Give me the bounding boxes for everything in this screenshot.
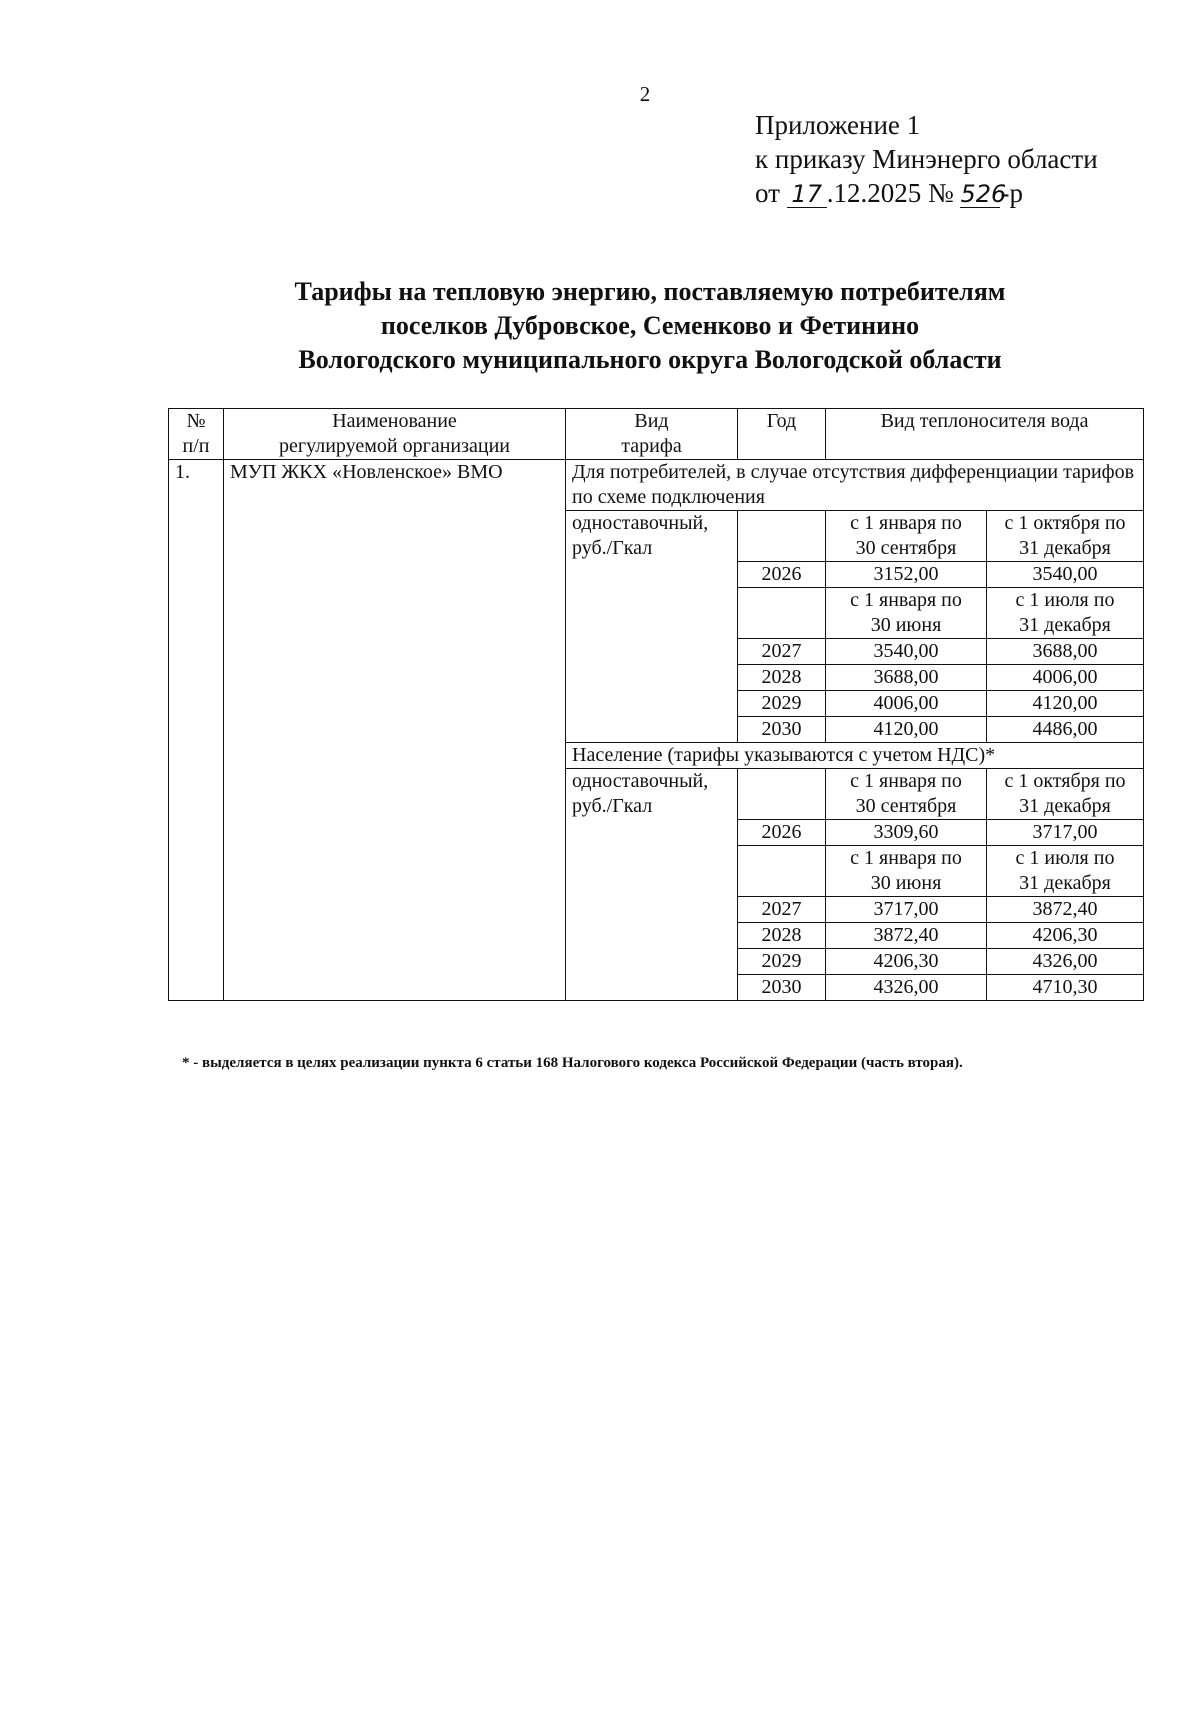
tariffs-table	[168, 408, 1144, 1001]
tariff-type-line: руб./Гкал	[572, 537, 653, 559]
period-first-half-line: с 1 января по	[850, 512, 962, 534]
handwritten-order-number: 526	[960, 180, 1007, 208]
organization-name: МУП ЖКХ «Новленское» ВМО	[224, 460, 566, 1001]
period-first-half-line: 30 июня	[870, 614, 942, 636]
period-first-half	[826, 769, 987, 820]
year-blank	[738, 846, 826, 897]
period-first-half	[826, 511, 987, 562]
year-cell: 2030	[738, 975, 826, 1001]
year-blank	[738, 588, 826, 639]
period-second-half-line: 31 декабря	[1019, 795, 1111, 817]
period-second-half	[987, 846, 1144, 897]
period-second-half-line: 31 декабря	[1019, 537, 1111, 559]
appendix-date-line	[755, 176, 1098, 210]
year-blank	[738, 511, 826, 562]
tariff-type-line: одноставочный,	[572, 512, 709, 534]
tariff-value-second: 4486,00	[987, 717, 1144, 743]
period-second-half	[987, 588, 1144, 639]
section-label: Население (тарифы указываются с учетом НДС)*	[566, 743, 1144, 769]
tariff-value-first: 3688,00	[826, 665, 987, 691]
tariff-value-second: 4326,00	[987, 949, 1144, 975]
tariff-value-second: 4120,00	[987, 691, 1144, 717]
appendix-block	[755, 108, 1098, 210]
date-prefix: от	[755, 178, 780, 208]
year-cell: 2030	[738, 717, 826, 743]
header-carrier: Вид теплоносителя вода	[826, 409, 1144, 460]
period-first-half-line: 30 сентября	[855, 795, 957, 817]
tariff-value-second: 3872,40	[987, 897, 1144, 923]
date-rest: .12.2025 №	[826, 178, 954, 208]
period-second-half-line: с 1 октября по	[1004, 512, 1126, 534]
period-first-half-line: с 1 января по	[850, 847, 962, 869]
tariff-value-second: 3688,00	[987, 639, 1144, 665]
year-cell: 2029	[738, 949, 826, 975]
tariffs-table-body	[169, 409, 1144, 1001]
tariff-value-second: 3717,00	[987, 820, 1144, 846]
tariff-type	[566, 511, 738, 743]
period-first-half-line: с 1 января по	[850, 589, 962, 611]
title-line-1: Тарифы на тепловую энергию, поставляемую потребителям	[294, 277, 1006, 306]
appendix-title: Приложение 1	[755, 110, 921, 140]
header-num: № п/п	[169, 409, 224, 460]
tariff-value-second: 4206,30	[987, 923, 1144, 949]
period-second-half	[987, 511, 1144, 562]
number-suffix: -р	[1000, 178, 1023, 208]
tariff-value-first: 4006,00	[826, 691, 987, 717]
tariff-type-line: одноставочный,	[572, 770, 709, 792]
period-second-half-line: 31 декабря	[1019, 614, 1111, 636]
period-second-half-line: 31 декабря	[1019, 872, 1111, 894]
row-number: 1.	[169, 460, 224, 1001]
period-first-half-line: 30 июня	[870, 872, 942, 894]
tariff-value-second: 4006,00	[987, 665, 1144, 691]
tariff-value-first: 4326,00	[826, 975, 987, 1001]
header-organization: Наименование регулируемой организации	[224, 409, 566, 460]
document-title	[200, 275, 1100, 377]
year-cell: 2029	[738, 691, 826, 717]
year-cell: 2027	[738, 639, 826, 665]
tariff-value-first: 3152,00	[826, 562, 987, 588]
title-line-3: Вологодского муниципального округа Вологодской области	[298, 345, 1002, 374]
tariff-type	[566, 769, 738, 1001]
year-cell: 2028	[738, 923, 826, 949]
tariff-value-second: 4710,30	[987, 975, 1144, 1001]
period-first-half-line: с 1 января по	[850, 770, 962, 792]
tariff-value-first: 4120,00	[826, 717, 987, 743]
year-cell: 2028	[738, 665, 826, 691]
year-blank	[738, 769, 826, 820]
page-number: 2	[639, 82, 651, 106]
period-second-half	[987, 769, 1144, 820]
tariff-value-second: 3540,00	[987, 562, 1144, 588]
year-cell: 2026	[738, 562, 826, 588]
period-first-half-line: 30 сентября	[855, 537, 957, 559]
period-second-half-line: с 1 июля по	[1015, 847, 1115, 869]
tariff-value-first: 3717,00	[826, 897, 987, 923]
header-tariff-type: Вид тарифа	[566, 409, 738, 460]
header-year: Год	[738, 409, 826, 460]
tariff-value-first: 4206,30	[826, 949, 987, 975]
tariff-value-first: 3309,60	[826, 820, 987, 846]
tariff-value-first: 3872,40	[826, 923, 987, 949]
period-second-half-line: с 1 октября по	[1004, 770, 1126, 792]
handwritten-day: 17	[787, 181, 827, 208]
period-second-half-line: с 1 июля по	[1015, 589, 1115, 611]
section-label-row	[169, 460, 1144, 511]
year-cell: 2027	[738, 897, 826, 923]
header-row	[169, 409, 1144, 460]
appendix-order-ref: к приказу Минэнерго области	[755, 144, 1098, 174]
title-line-2: поселков Дубровское, Семенково и Фетинино	[380, 311, 920, 340]
tariff-value-first: 3540,00	[826, 639, 987, 665]
tariff-type-line: руб./Гкал	[572, 795, 653, 817]
footnote: * - выделяется в целях реализации пункта 6 статьи 168 Налогового кодекса Российской Федерации (часть вторая).	[182, 1055, 963, 1071]
section-label: Для потребителей, в случае отсутствия дифференциации тарифов по схеме подключения	[566, 460, 1144, 511]
period-first-half	[826, 846, 987, 897]
period-first-half	[826, 588, 987, 639]
year-cell: 2026	[738, 820, 826, 846]
